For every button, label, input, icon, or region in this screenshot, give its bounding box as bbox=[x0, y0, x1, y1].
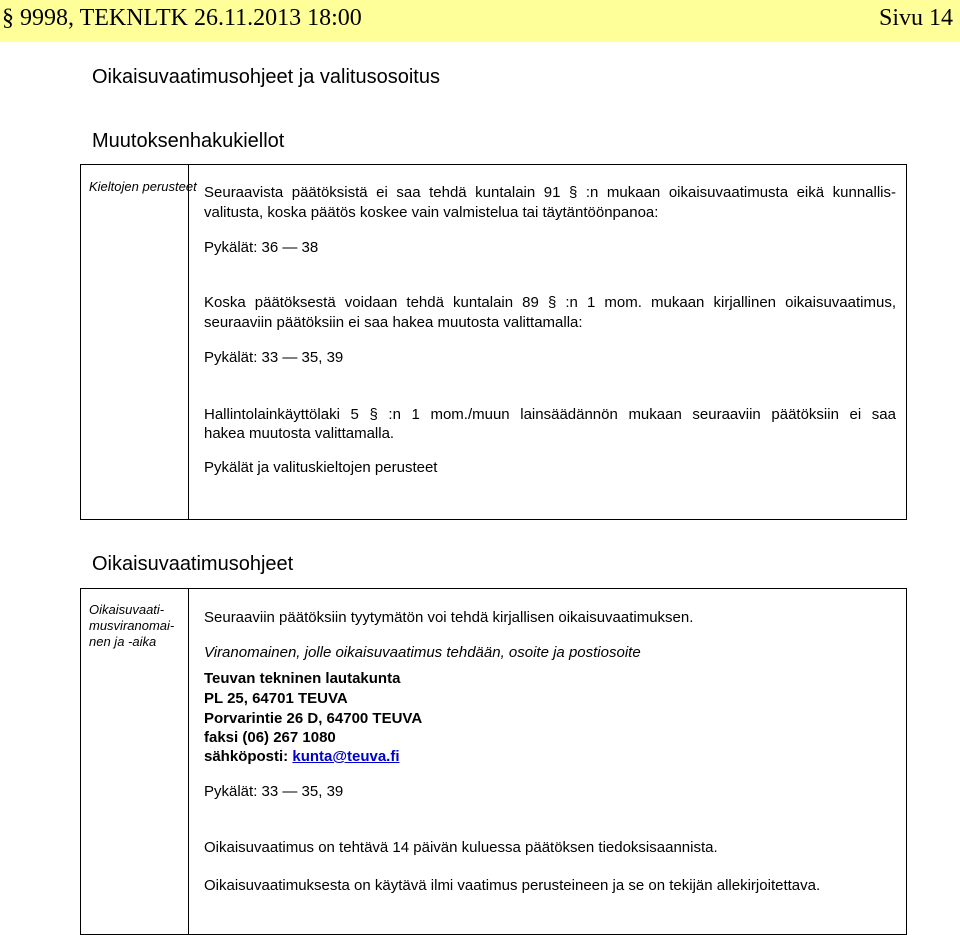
side-label-line: Oikaisuvaati- bbox=[89, 602, 165, 617]
pykalat-appeal-grounds: Pykälät ja valituskieltojen perusteet bbox=[204, 459, 438, 476]
rectification-box bbox=[80, 588, 907, 935]
side-label-line: musviranomai- bbox=[89, 618, 175, 633]
page-title: Oikaisuvaatimusohjeet ja valitusosoitus bbox=[92, 66, 440, 88]
restrictions-box bbox=[80, 164, 907, 520]
pykalat-no-appeal: Pykälät: 36 — 38 bbox=[204, 239, 319, 256]
rectification-intro: Seuraaviin päätöksiin tyytymätön voi tehdä kirjallisen oikaisuvaatimuksen. bbox=[204, 609, 694, 626]
email-label: sähköposti: bbox=[204, 748, 293, 765]
authority-name: Teuvan tekninen lautakunta bbox=[204, 670, 401, 687]
rectification-deadline: Oikaisuvaatimus on tehtävä 14 päivän kuluessa päätöksen tiedoksisaannista. bbox=[204, 839, 718, 856]
email-link[interactable]: kunta@teuva.fi bbox=[292, 748, 400, 765]
column-divider bbox=[188, 589, 189, 934]
para3-line1: Hallintolainkäyttölaki 5 § :n 1 mom./muun lainsäädännön mukaan seuraaviin päätöksiin ei saa bbox=[204, 406, 896, 423]
para1-line1: Seuraavista päätöksistä ei saa tehdä kuntalain 91 § :n mukaan oikaisuvaatimusta eikä kunnallis- bbox=[204, 184, 896, 201]
side-label-grounds: Kieltojen perusteet bbox=[89, 179, 197, 194]
pykalat-no-appeal-2: Pykälät: 33 — 35, 39 bbox=[204, 349, 344, 366]
section-heading-restrictions: Muutoksenhakukiellot bbox=[92, 130, 285, 152]
column-divider bbox=[188, 165, 189, 519]
side-label-authority bbox=[89, 602, 174, 650]
side-label-line: nen ja -aika bbox=[89, 634, 157, 649]
page-number: Sivu 14 bbox=[878, 5, 953, 31]
authority-heading: Viranomainen, jolle oikaisuvaatimus tehdään, osoite ja postiosoite bbox=[204, 644, 641, 661]
authority-street: Porvarintie 26 D, 64700 TEUVA bbox=[204, 710, 423, 727]
pykalat-rectification: Pykälät: 33 — 35, 39 bbox=[204, 783, 344, 800]
authority-email-row bbox=[204, 747, 400, 766]
para2-line1: Koska päätöksestä voidaan tehdä kuntalain 89 § :n 1 mom. mukaan kirjallinen oikaisuvaatimus, bbox=[204, 294, 896, 311]
para2-line2: seuraaviin päätöksiin ei saa hakea muutosta valittamalla: bbox=[204, 314, 583, 331]
signature-requirement: Oikaisuvaatimuksesta on käytävä ilmi vaatimus perusteineen ja se on tekijän allekirjoitettava. bbox=[204, 877, 821, 894]
para3-line2: hakea muutosta valittamalla. bbox=[204, 425, 395, 442]
authority-fax: faksi (06) 267 1080 bbox=[204, 729, 336, 746]
authority-po-box: PL 25, 64701 TEUVA bbox=[204, 690, 348, 707]
document-reference: § 9998, TEKNLTK 26.11.2013 18:00 bbox=[2, 5, 362, 31]
page-header bbox=[0, 0, 960, 42]
section-heading-rectification: Oikaisuvaatimusohjeet bbox=[92, 553, 294, 575]
para1-line2: valitusta, koska päätös koskee vain valmistelua tai täytäntöönpanoa: bbox=[204, 204, 659, 221]
